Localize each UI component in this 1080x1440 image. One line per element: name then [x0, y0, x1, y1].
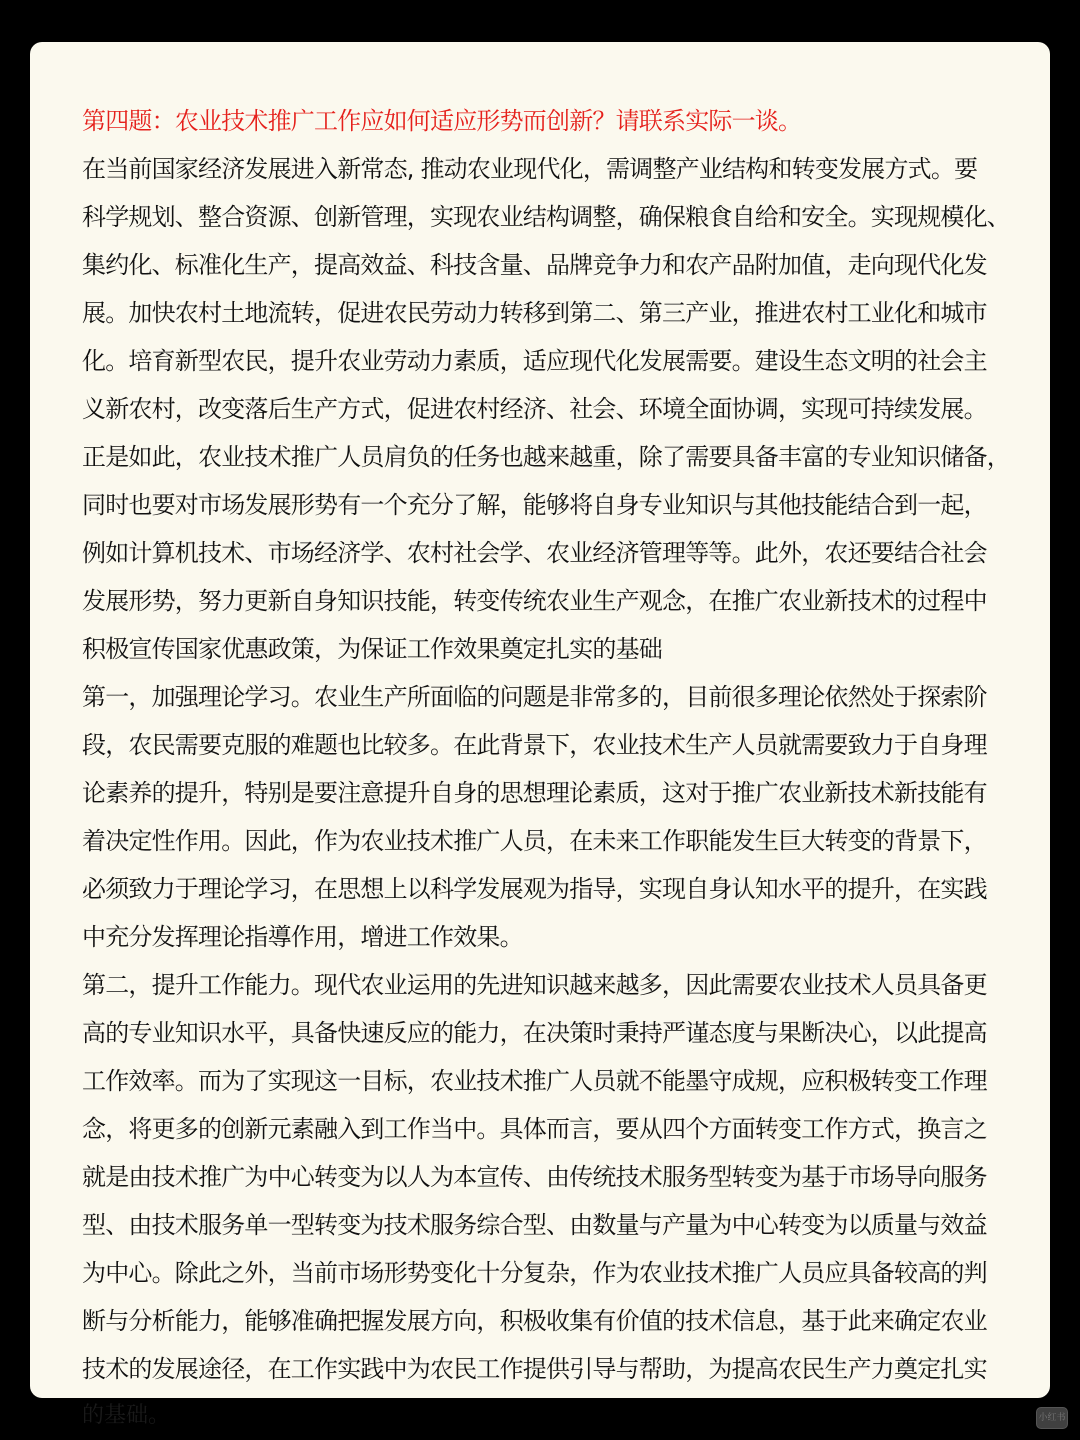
body-text-line: 断与分析能力，能够准确把握发展方向，积极收集有价值的技术信息，基于此来确定农业 — [82, 1307, 987, 1335]
body-text-line: 必须致力于理论学习，在思想上以科学发展观为指导，实现自身认知水平的提升，在实践 — [82, 875, 987, 903]
body-text-line: 论素养的提升，特别是要注意提升自身的思想理论素质，这对于推广农业新技术新技能有 — [82, 779, 987, 807]
body-text-line: 化。培育新型农民，提升农业劳动力素质，适应现代化发展需要。建设生态文明的社会主 — [82, 347, 987, 375]
body-text-line: 第二，提升工作能力。现代农业运用的先进知识越来越多，因此需要农业技术人员具备更 — [82, 971, 987, 999]
question-title: 第四题：农业技术推广工作应如何适应形势而创新？请联系实际一谈。 — [82, 107, 802, 135]
body-text-line: 例如计算机技术、市场经济学、农村社会学、农业经济管理等等。此外，农还要结合社会 — [82, 539, 987, 567]
body-text-line: 就是由技术推广为中心转变为以人为本宣传、由传统技术服务型转变为基于市场导向服务 — [82, 1163, 987, 1191]
body-text-line: 义新农村，改变落后生产方式，促进农村经济、社会、环境全面协调，实现可持续发展。 — [82, 395, 987, 423]
body-text-line: 中充分发挥理论指導作用，增进工作效果。 — [82, 923, 523, 951]
body-text-line: 正是如此，农业技术推广人员肩负的任务也越来越重，除了需要具备丰富的专业知识储备， — [82, 443, 1010, 471]
body-text-line: 集约化、标准化生产，提高效益、科技含量、品牌竞争力和农产品附加值，走向现代化发 — [82, 251, 987, 279]
body-text-line: 积极宣传国家优惠政策，为保证工作效果奠定扎实的基础 — [82, 635, 662, 663]
body-text-line: 科学规划、整合资源、创新管理，实现农业结构调整，确保粮食自给和安全。实现规模化、 — [82, 203, 1010, 231]
body-text-line: 同时也要对市场发展形势有一个充分了解，能够将自身专业知识与其他技能结合到一起， — [82, 491, 987, 519]
body-text-line: 技术的发展途径，在工作实践中为农民工作提供引导与帮助，为提高农民生产力奠定扎实 — [82, 1355, 987, 1383]
body-text-line: 为中心。除此之外，当前市场形势变化十分复杂，作为农业技术推广人员应具备较高的判 — [82, 1259, 987, 1287]
body-text-line: 型、由技术服务单一型转变为技术服务综合型、由数量与产量为中心转变为以质量与效益 — [82, 1211, 987, 1239]
watermark-logo: 小红书 — [1036, 1407, 1068, 1429]
overflow-text: 的基础。 — [82, 1403, 171, 1428]
body-text-line: 第一，加强理论学习。农业生产所面临的问题是非常多的，目前很多理论依然处于探索阶 — [82, 683, 987, 711]
body-text-line: 念，将更多的创新元素融入到工作当中。具体而言，要从四个方面转变工作方式，换言之 — [82, 1115, 987, 1143]
body-text-line: 高的专业知识水平，具备快速反应的能力，在决策时秉持严谨态度与果断决心，以此提高 — [82, 1019, 987, 1047]
document-body — [82, 145, 1026, 1393]
body-text-line: 展。加快农村土地流转，促进农民劳动力转移到第二、第三产业，推进农村工业化和城市 — [82, 299, 987, 327]
document-content — [82, 97, 1026, 1393]
body-text-line: 段，农民需要克服的难题也比较多。在此背景下，农业技术生产人员就需要致力于自身理 — [82, 731, 987, 759]
body-text-line: 发展形势，努力更新自身知识技能，转变传统农业生产观念，在推广农业新技术的过程中 — [82, 587, 987, 615]
body-text-line: 工作效率。而为了实现这一目标，农业技术推广人员就不能墨守成规，应积极转变工作理 — [82, 1067, 987, 1095]
body-text-line: 着决定性作用。因此，作为农业技术推广人员，在未来工作职能发生巨大转变的背景下， — [82, 827, 987, 855]
body-text-line: 在当前国家经济发展进入新常态, 推动农业现代化，需调整产业结构和转变发展方式。要 — [82, 155, 978, 183]
